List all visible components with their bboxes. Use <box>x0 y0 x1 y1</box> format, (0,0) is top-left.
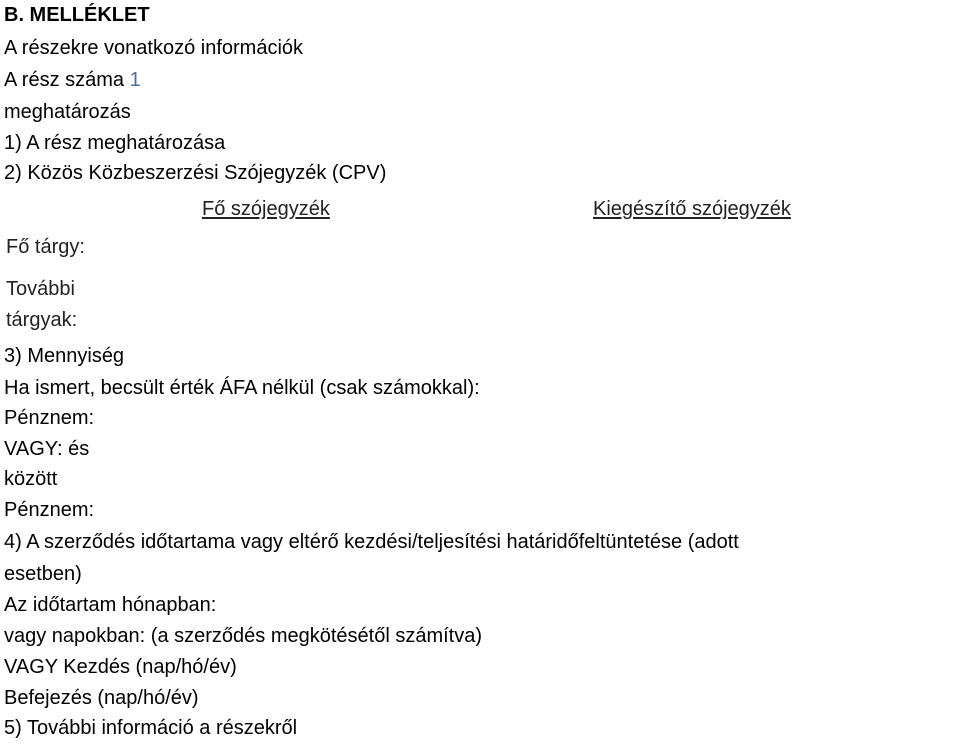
section-4-heading-line1: 4) A szerződés időtartama vagy eltérő kezdési/teljesítési határidőfeltüntetése (adott <box>4 531 739 553</box>
annex-title: B. MELLÉKLET <box>4 4 150 26</box>
supplementary-vocabulary-header: Kiegészítő szójegyzék <box>593 198 791 220</box>
additional-objects-label-line1: További <box>6 278 75 300</box>
between-label: között <box>4 468 58 490</box>
part-number-row <box>4 68 141 92</box>
duration-days-label: vagy napokban: (a szerződés megkötésétől számítva) <box>4 625 483 647</box>
part-number-label: A rész száma <box>4 69 125 91</box>
section-1-heading: 1) A rész meghatározása <box>4 132 226 154</box>
part-number-value: 1 <box>129 69 141 91</box>
definition-label: meghatározás <box>4 101 131 123</box>
end-date-label: Befejezés (nap/hó/év) <box>4 687 199 709</box>
section-3-heading: 3) Mennyiség <box>4 345 125 367</box>
estimated-value-label: Ha ismert, becsült érték ÁFA nélkül (csak számokkal): <box>4 377 480 399</box>
section-5-heading: 5) További információ a részekről <box>4 717 298 739</box>
main-object-label: Fő tárgy: <box>6 236 85 258</box>
duration-months-label: Az időtartam hónapban: <box>4 594 217 616</box>
main-vocabulary-header: Fő szójegyzék <box>202 198 330 220</box>
annex-subtitle: A részekre vonatkozó információk <box>4 37 304 59</box>
section-4-heading-line2: esetben) <box>4 563 82 585</box>
currency-label: Pénznem: <box>4 407 95 429</box>
currency-label-second: Pénznem: <box>4 499 95 521</box>
section-2-heading: 2) Közös Közbeszerzési Szójegyzék (CPV) <box>4 162 387 184</box>
start-date-label: VAGY Kezdés (nap/hó/év) <box>4 656 237 678</box>
additional-objects-label-line2: tárgyak: <box>6 309 78 331</box>
or-between-label: VAGY: és <box>4 438 90 460</box>
